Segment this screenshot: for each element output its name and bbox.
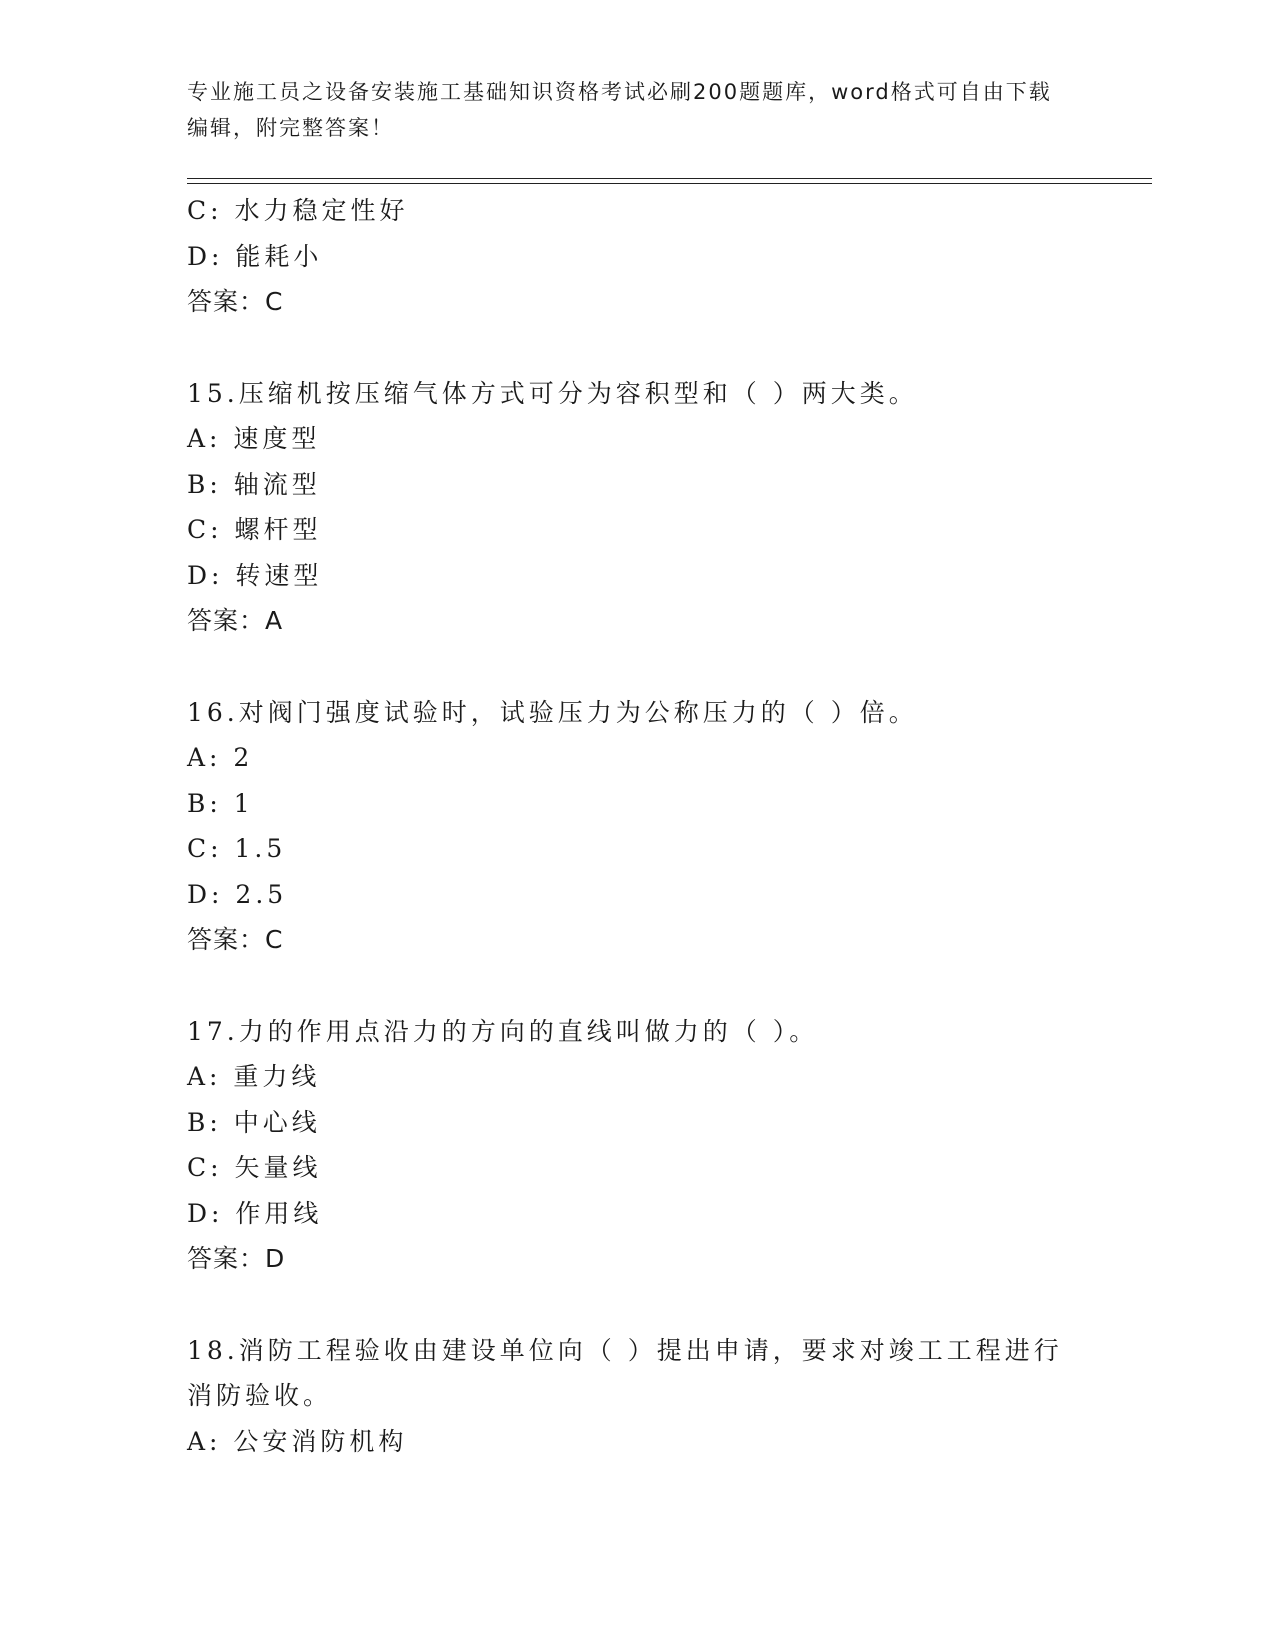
- option-c: C: 螺杆型: [187, 515, 322, 544]
- document-header: 专业施工员之设备安装施工基础知识资格考试必刷200题题库，word格式可自由下载编辑，附完整答案！: [187, 80, 1052, 140]
- option-a: A: 速度型: [187, 424, 321, 453]
- option-c: C: 水力稳定性好: [187, 196, 409, 225]
- header-rule-top: [187, 178, 1152, 179]
- option-a: A: 2: [187, 743, 254, 772]
- answer-line: 答案：A: [187, 606, 284, 635]
- question-stem: 16.对阀门强度试验时，试验压力为公称压力的（ ）倍。: [187, 697, 918, 727]
- option-a: A: 重力线: [187, 1062, 321, 1091]
- option-d: D: 作用线: [187, 1198, 323, 1228]
- answer-line: 答案：D: [187, 1244, 286, 1273]
- header-rule-bottom: [187, 183, 1152, 184]
- question-stem: 15.压缩机按压缩气体方式可分为容积型和（ ）两大类。: [187, 378, 918, 408]
- option-c: C: 矢量线: [187, 1153, 322, 1182]
- option-c: C: 1.5: [187, 834, 287, 863]
- question-stem: 18.消防工程验收由建设单位向（ ）提出申请，要求对竣工工程进行消防验收。: [187, 1335, 1063, 1410]
- option-b: B: 1: [187, 788, 254, 818]
- option-a: A: 公安消防机构: [187, 1426, 408, 1456]
- option-b: B: 中心线: [187, 1107, 321, 1137]
- question-stem: 17.力的作用点沿力的方向的直线叫做力的（ ）。: [187, 1016, 819, 1046]
- option-b: B: 轴流型: [187, 469, 321, 499]
- option-d: D: 转速型: [187, 560, 323, 590]
- option-d: D: 2.5: [187, 879, 288, 909]
- answer-line: 答案：C: [187, 287, 284, 316]
- answer-line: 答案：C: [187, 925, 284, 954]
- option-d: D: 能耗小: [187, 241, 323, 271]
- question-content: [187, 188, 1087, 1464]
